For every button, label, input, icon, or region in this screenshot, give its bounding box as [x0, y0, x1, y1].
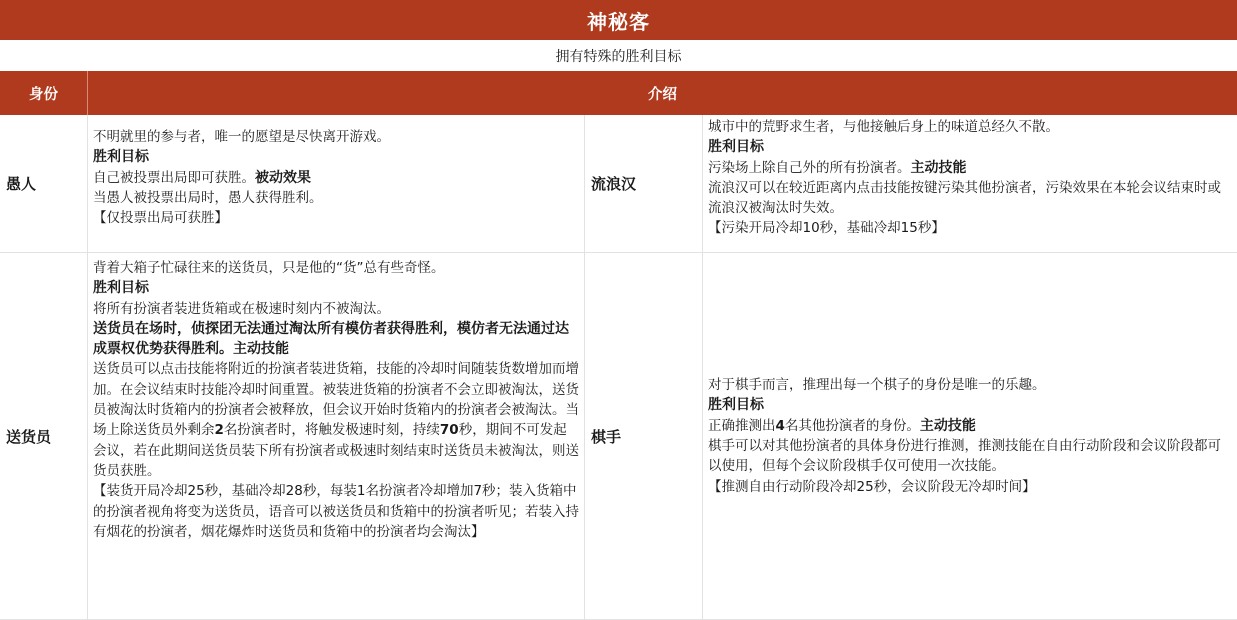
desc-intro: 背着大箱子忙碌往来的送货员，只是他的“货”总有些奇怪。 [93, 260, 445, 276]
table-row [0, 253, 1237, 620]
role-name-courier: 送货员 [0, 253, 88, 619]
table-header [0, 71, 1237, 115]
skill-text-1: 送货员可以点击技能将附近的扮演者装进货箱，技能的冷却时间随装货数增加而增加。在会议结束时技能冷却时间重置。被装进货箱的扮演者不会立即被淘汰，送货员被淘汰时货箱内的扮演者会被释放，但会议开始时货箱内的扮演者会被淘汰。当场上除送货员外剩余 [93, 361, 579, 439]
goal-bold-line [93, 319, 580, 360]
goal-line [708, 158, 1233, 178]
goal-text-2: 名其他扮演者的身份。 [784, 417, 920, 434]
role-name-vagrant: 流浪汉 [585, 115, 703, 252]
goal-num: 4 [775, 417, 785, 434]
skill-text-2: 名扮演者时，将触发极速时刻，持续 [223, 422, 440, 439]
desc-intro: 不明就里的参与者，唯一的愿望是尽快离开游戏。 [93, 129, 390, 145]
goal-text: 污染场上除自己外的所有扮演者。 [708, 159, 911, 176]
goal-label: 胜利目标 [93, 280, 149, 297]
goal-label: 胜利目标 [93, 149, 149, 166]
page-subtitle: 拥有特殊的胜利目标 [555, 48, 682, 65]
skill-text: 棋手可以对其他扮演者的具体身份进行推测，推测技能在自由行动阶段和会议阶段都可以使用，但每个会议阶段棋手仅可使用一次技能。 [708, 438, 1221, 475]
cooldown-note: 【污染开局冷却10秒，基础冷却15秒】 [708, 220, 945, 237]
skill-type: 主动技能 [910, 159, 967, 176]
table-row [0, 115, 1237, 253]
skill-text [93, 359, 580, 481]
page-title: 神秘客 [0, 0, 1237, 40]
skill-text-3: 秒，期间不可发起会议，若在此期间送货员装下所有扮演者或极速时刻结束时送货员未被淘汰，则送货员获胜。 [93, 422, 579, 479]
skill-num-1: 2 [214, 422, 224, 439]
cooldown-note: 【推测自由行动阶段冷却25秒，会议阶段无冷却时间】 [708, 478, 1036, 495]
goal-text: 自己被投票出局即可获胜。 [93, 169, 255, 186]
role-desc-courier [88, 253, 585, 619]
skill-num-2: 70 [439, 422, 459, 439]
skill-text: 流浪汉可以在较近距离内点击技能按键污染其他扮演者，污染效果在本轮会议结束时或流浪汉被淘汰时失效。 [708, 179, 1221, 217]
header-intro: 介绍 [648, 86, 677, 103]
goal-text: 将所有扮演者装进货箱或在极速时刻内不被淘汰。 [93, 300, 390, 317]
goal-bold: 送货员在场时，侦探团无法通过淘汰所有模仿者获得胜利，模仿者无法通过达成票权优势获得胜利。 [93, 320, 569, 358]
role-name-fool: 愚人 [0, 115, 88, 252]
role-name-chess-player: 棋手 [585, 253, 703, 619]
skill-type: 主动技能 [919, 417, 976, 434]
role-desc-vagrant [703, 115, 1237, 252]
goal-text-1: 正确推测出 [708, 417, 776, 434]
skill-text: 当愚人被投票出局时，愚人获得胜利。 [93, 189, 323, 206]
desc-intro: 城市中的荒野求生者，与他接触后身上的味道总经久不散。 [708, 119, 1059, 135]
goal-line [708, 416, 1233, 436]
role-desc-fool [88, 115, 585, 252]
desc-intro: 对于棋手而言，推理出每一个棋子的身份是唯一的乐趣。 [708, 377, 1046, 394]
goal-line [93, 168, 580, 188]
cooldown-note: 【装货开局冷却25秒，基础冷却28秒，每装1名扮演者冷却增加7秒；装入货箱中的扮演者视角将变为送货员，语音可以被送货员和货箱中的扮演者听见；若装入持有烟花的扮演者，烟花爆炸时送货员和货箱中的扮演者均会淘汰】 [93, 483, 579, 540]
skill-type: 被动效果 [255, 169, 311, 186]
cooldown-note: 【仅投票出局可获胜】 [93, 210, 228, 227]
header-identity: 身份 [0, 71, 88, 115]
role-desc-chess-player [703, 253, 1237, 619]
goal-label: 胜利目标 [708, 139, 764, 156]
goal-label: 胜利目标 [708, 397, 764, 414]
skill-type: 主动技能 [233, 341, 289, 358]
